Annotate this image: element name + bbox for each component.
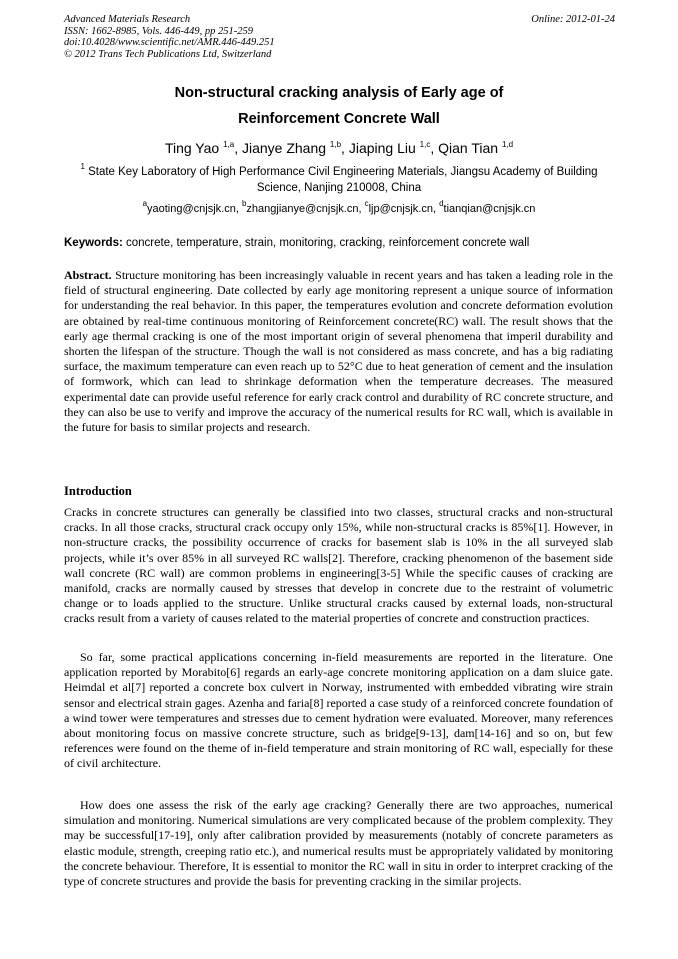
- intro-paragraph-1: Cracks in concrete structures can generally be classified into two classes, structural cracks and non-structural cracks. In all those cracks, structural crack occupy only 15%, while non-structural cracks is 85%[1]. However, in non-structure cracks, the possibility occurrence of cracks for basement slab is 10% in the all surveyed slab projects, while it’s over 85% in all surveyed RC walls[2]. Therefore, cracking phenomenon of the basement side wall concrete (RC wall) are common problems in engineering[3-5] While the specific causes of cracking are manifold, cracks are normally caused by stresses that develop in concrete due to the restraint of volumetric change or to loads applied to the structure. Unlike structural cracks caused by external loads, non-structural cracks result from a variety of causes related to the material properties of concrete and construction practices.: [64, 505, 613, 626]
- author: Ting Yao $^{1,a}$,: [164, 140, 242, 156]
- affiliation-text: State Key Laboratory of High Performance Civil Engineering Materials, Jiangsu Academy of Building Science, Nanjing 210008, China: [88, 166, 598, 194]
- affiliation: [60, 164, 618, 196]
- abstract-label: Abstract.: [64, 268, 112, 282]
- paper-title: [40, 80, 638, 132]
- intro-paragraph-2: So far, some practical applications concerning in-field measurements are reported in the literature. One application reported by Morabito[6] regards an early-age concrete monitoring application on a dam sluice gate. Heimdal et al[7] reported a concrete box culvert in Norway, instrumented with embedded vibrating wire strain sensor and electrical strain gages. Azenha and faria[8] reported a case study of a reinforced concrete foundation of a wind tower were temperatures and stresses due to cement hydration were evaluated. Moreover, many references about monitoring focus on massive concrete structure, such as bridge[9-13], dam[14-16] and so on, but few references were found on the theme of in-field temperature and strain monitoring of RC wall, especially for these of civil architecture.: [64, 650, 613, 771]
- title-line-2: Reinforcement Concrete Wall: [238, 111, 440, 127]
- email: $^a$yaoting@cnjsjk.cn,: [142, 199, 242, 215]
- title-line-1: Non-structural cracking analysis of Early age of: [174, 85, 504, 101]
- doi-line: doi:10.4028/www.scientific.net/AMR.446-449.251: [64, 37, 275, 48]
- keywords-line: [64, 236, 624, 250]
- keywords-text: concrete, temperature, strain, monitoring, cracking, reinforcement concrete wall: [122, 237, 530, 249]
- intro-paragraph-3: How does one assess the risk of the early age cracking? Generally there are two approaches, numerical simulation and monitoring. Numerical simulations are very complicated because of the problem complexity. They may be successful[17-19], only after calibration provided by measurements (notably of concrete parameters as elastic module, strength, creeping ratio etc.), and numerical results must be appropriately validated by monitoring the concrete behaviour. Therefore, It is essential to monitor the RC wall in situ in order to interpret cracking of the type of concrete structures and provide the basis for preventing cracking in the similar projects.: [64, 798, 613, 889]
- email: $^c$ljp@cnjsjk.cn,: [364, 199, 440, 215]
- abstract-text: Structure monitoring has been increasingly valuable in recent years and has taken a leading role in the field of structural engineering. Date collected by early age monitoring represent a unique source of information for understanding the real behavior. In this paper, the temperatures evolution and concrete deformation evolution are obtained by real-time continuous monitoring of Reinforcement concrete(RC) wall. The result shows that the early age thermal cracking is one of the most important origin of several phenomena that imperil durability and shorten the lifespan of the structure. Though the wall is not considered as mass concrete, and has a big radiating surface, the maximum temperature can even reach up to 52°C due to heat generation of cement and the insulation of formwork, which can lead to shrinkage deformation when the temperature decreases. The measured experimental date can provide useful reference for early crack control and durability of RC concrete structure, and they can also be use to verify and improve the accuracy of the numerical results for RC wall, which is available in the future for basis to similar projects and research.: [64, 268, 613, 435]
- abstract-paragraph: [64, 268, 613, 435]
- introduction-heading: Introduction: [64, 484, 132, 498]
- email: $^d$tianqian@cnjsjk.cn: [439, 199, 536, 215]
- copyright-line: © 2012 Trans Tech Publications Ltd, Switzerland: [64, 48, 272, 60]
- email: $^b$zhangjianye@cnjsjk.cn,: [241, 199, 365, 215]
- online-date: Online: 2012-01-24: [531, 14, 615, 25]
- journal-name: Advanced Materials Research: [64, 14, 191, 25]
- keywords-label: Keywords:: [64, 237, 123, 249]
- journal-header: [64, 14, 275, 60]
- author: Qian Tian $^{1,d}$: [438, 140, 514, 156]
- affiliation-marker: 1: [80, 162, 85, 171]
- issn-line: ISSN: 1662-8985, Vols. 446-449, pp 251-259: [64, 25, 253, 37]
- email-list: [40, 199, 638, 216]
- author-list: [40, 138, 638, 158]
- author: Jiaping Liu $^{1,c}$,: [348, 140, 439, 156]
- author: Jianye Zhang $^{1,b}$,: [241, 140, 349, 156]
